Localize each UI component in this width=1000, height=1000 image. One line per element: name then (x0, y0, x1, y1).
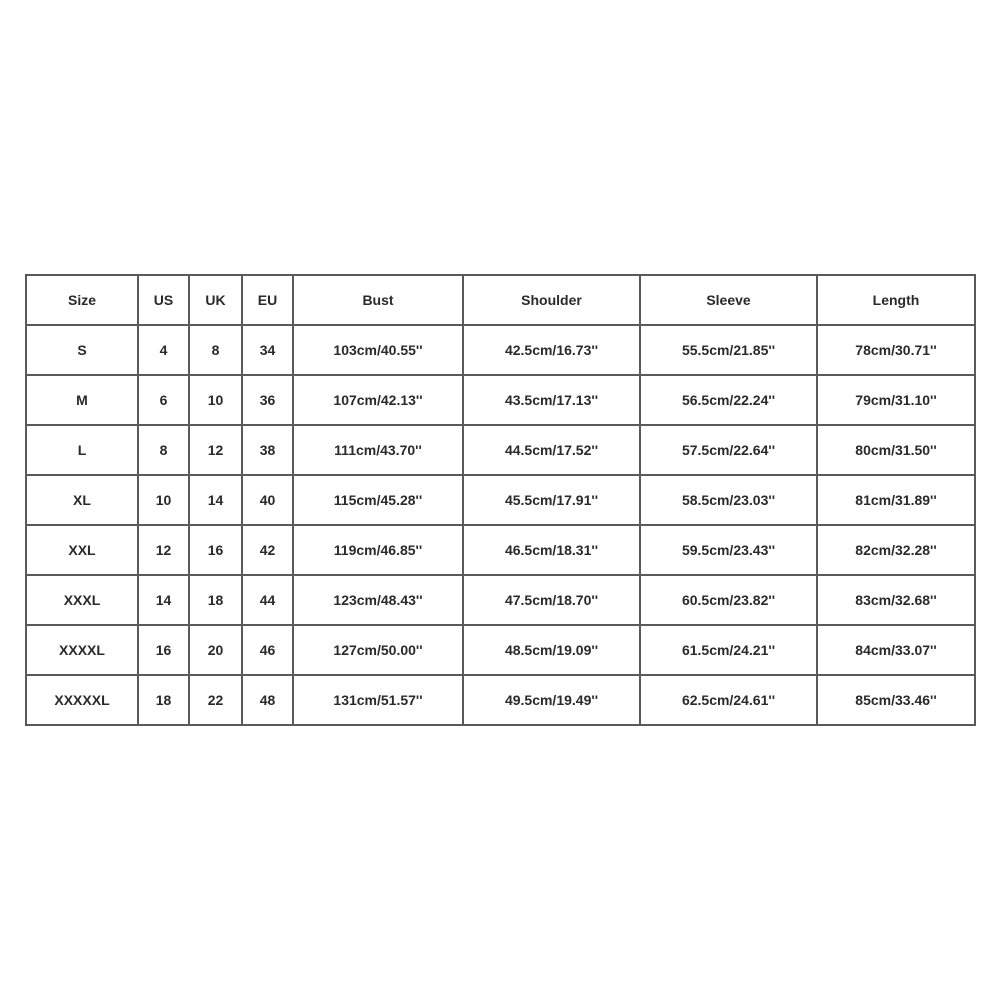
cell-sleeve: 56.5cm/22.24'' (640, 375, 817, 425)
cell-length: 82cm/32.28'' (817, 525, 975, 575)
cell-us: 6 (138, 375, 189, 425)
cell-length: 85cm/33.46'' (817, 675, 975, 725)
cell-size: M (26, 375, 138, 425)
cell-eu: 38 (242, 425, 293, 475)
cell-uk: 8 (189, 325, 242, 375)
cell-uk: 12 (189, 425, 242, 475)
header-length: Length (817, 275, 975, 325)
cell-bust: 123cm/48.43'' (293, 575, 463, 625)
cell-length: 79cm/31.10'' (817, 375, 975, 425)
cell-uk: 20 (189, 625, 242, 675)
cell-shoulder: 47.5cm/18.70'' (463, 575, 640, 625)
cell-bust: 115cm/45.28'' (293, 475, 463, 525)
cell-shoulder: 43.5cm/17.13'' (463, 375, 640, 425)
header-shoulder: Shoulder (463, 275, 640, 325)
cell-us: 4 (138, 325, 189, 375)
header-eu: EU (242, 275, 293, 325)
size-chart-table (25, 274, 976, 726)
cell-us: 18 (138, 675, 189, 725)
table-row (26, 325, 975, 375)
cell-eu: 44 (242, 575, 293, 625)
cell-sleeve: 61.5cm/24.21'' (640, 625, 817, 675)
cell-sleeve: 60.5cm/23.82'' (640, 575, 817, 625)
cell-size: L (26, 425, 138, 475)
cell-us: 12 (138, 525, 189, 575)
cell-eu: 36 (242, 375, 293, 425)
cell-length: 80cm/31.50'' (817, 425, 975, 475)
cell-us: 10 (138, 475, 189, 525)
cell-us: 8 (138, 425, 189, 475)
table-row (26, 625, 975, 675)
cell-size: XL (26, 475, 138, 525)
cell-shoulder: 49.5cm/19.49'' (463, 675, 640, 725)
cell-sleeve: 62.5cm/24.61'' (640, 675, 817, 725)
cell-sleeve: 57.5cm/22.64'' (640, 425, 817, 475)
cell-size: XXL (26, 525, 138, 575)
cell-size: S (26, 325, 138, 375)
cell-size: XXXL (26, 575, 138, 625)
cell-eu: 46 (242, 625, 293, 675)
cell-length: 81cm/31.89'' (817, 475, 975, 525)
cell-bust: 107cm/42.13'' (293, 375, 463, 425)
cell-shoulder: 45.5cm/17.91'' (463, 475, 640, 525)
cell-bust: 131cm/51.57'' (293, 675, 463, 725)
header-uk: UK (189, 275, 242, 325)
cell-uk: 18 (189, 575, 242, 625)
table-row (26, 525, 975, 575)
cell-shoulder: 44.5cm/17.52'' (463, 425, 640, 475)
cell-eu: 42 (242, 525, 293, 575)
cell-bust: 119cm/46.85'' (293, 525, 463, 575)
cell-sleeve: 58.5cm/23.03'' (640, 475, 817, 525)
cell-size: XXXXXL (26, 675, 138, 725)
cell-uk: 16 (189, 525, 242, 575)
cell-sleeve: 59.5cm/23.43'' (640, 525, 817, 575)
cell-eu: 34 (242, 325, 293, 375)
table-row (26, 575, 975, 625)
cell-bust: 127cm/50.00'' (293, 625, 463, 675)
cell-uk: 10 (189, 375, 242, 425)
cell-shoulder: 46.5cm/18.31'' (463, 525, 640, 575)
table-row (26, 425, 975, 475)
cell-length: 84cm/33.07'' (817, 625, 975, 675)
header-us: US (138, 275, 189, 325)
table-row (26, 375, 975, 425)
cell-uk: 14 (189, 475, 242, 525)
cell-bust: 103cm/40.55'' (293, 325, 463, 375)
cell-us: 14 (138, 575, 189, 625)
table-row (26, 675, 975, 725)
header-row (26, 275, 975, 325)
cell-sleeve: 55.5cm/21.85'' (640, 325, 817, 375)
header-size: Size (26, 275, 138, 325)
cell-shoulder: 42.5cm/16.73'' (463, 325, 640, 375)
cell-bust: 111cm/43.70'' (293, 425, 463, 475)
header-bust: Bust (293, 275, 463, 325)
cell-eu: 40 (242, 475, 293, 525)
cell-size: XXXXL (26, 625, 138, 675)
cell-eu: 48 (242, 675, 293, 725)
cell-us: 16 (138, 625, 189, 675)
cell-length: 83cm/32.68'' (817, 575, 975, 625)
cell-shoulder: 48.5cm/19.09'' (463, 625, 640, 675)
table-row (26, 475, 975, 525)
cell-length: 78cm/30.71'' (817, 325, 975, 375)
cell-uk: 22 (189, 675, 242, 725)
header-sleeve: Sleeve (640, 275, 817, 325)
